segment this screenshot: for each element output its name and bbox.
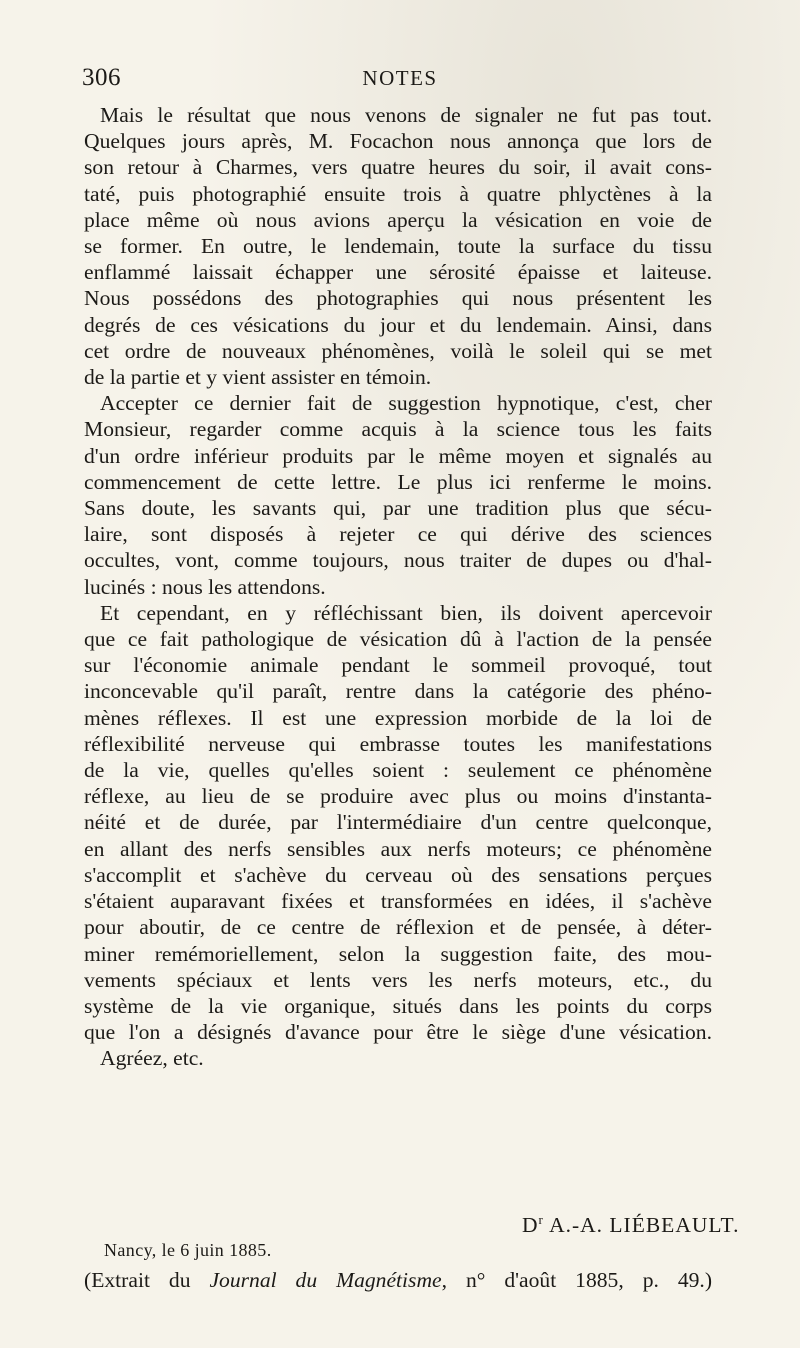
text-line: que ce fait pathologique de vésication dû à l'action de la pensée [84, 627, 712, 652]
text-line: s'étaient auparavant fixées et transformées en idées, il s'achève [84, 889, 712, 914]
text-line: sur l'économie animale pendant le sommeil provoqué, tout [84, 653, 712, 678]
text-line: Monsieur, regarder comme acquis à la science tous les faits [84, 417, 712, 442]
text-line: de la vie, quelles qu'elles soient : seulement ce phénomène [84, 758, 712, 783]
text-line: de la partie et y vient assister en témoin. [84, 365, 432, 390]
text-line: Sans doute, les savants qui, par une tradition plus que sécu- [84, 496, 712, 521]
body-text [84, 102, 712, 1072]
running-head [82, 64, 718, 98]
text-line: d'un ordre inférieur produits par le même moyen et signalés au [84, 443, 712, 468]
page-number: 306 [82, 64, 121, 91]
text-line: inconcevable qu'il paraît, rentre dans la catégorie des phéno- [84, 679, 712, 704]
text-line: réflexe, au lieu de se produire avec plus ou moins d'instanta- [84, 784, 712, 809]
text-line: Et cependant, en y réfléchissant bien, ils doivent apercevoir [100, 600, 712, 625]
text-line: vements spéciaux et lents vers les nerfs moteurs, etc., du [84, 967, 712, 992]
text-line: réflexibilité nerveuse qui embrasse toutes les manifestations [84, 731, 712, 756]
text-line: enflammé laissait échapper une sérosité épaisse et laiteuse. [84, 260, 712, 285]
signature-title-sup: r [538, 1212, 544, 1227]
text-line: pour aboutir, de ce centre de réflexion et de pensée, à déter- [84, 915, 712, 940]
text-line: cet ordre de nouveaux phénomènes, voilà le soleil qui se met [84, 338, 712, 363]
text-line: taté, puis photographié ensuite trois à quatre phlyctènes à la [84, 181, 712, 206]
text-line: Quelques jours après, M. Focachon nous annonça que lors de [84, 129, 712, 154]
source-note [84, 1268, 712, 1293]
text-line: en allant des nerfs sensibles aux nerfs moteurs; ce phénomène [84, 836, 712, 861]
source-note-journal: Journal du Magnétisme [209, 1268, 442, 1292]
source-note-prefix: (Extrait du [84, 1268, 210, 1292]
text-line: Accepter ce dernier fait de suggestion hypnotique, c'est, cher [100, 391, 712, 416]
text-line: se former. En outre, le lendemain, toute la surface du tissu [84, 234, 712, 259]
signature [522, 1212, 739, 1238]
place-date: Nancy, le 6 juin 1885. [104, 1240, 272, 1260]
text-line: place même où nous avions aperçu la vésication en voie de [84, 207, 712, 232]
text-line: néité et de durée, par l'intermédiaire d'un centre quelconque, [84, 810, 712, 835]
text-line: commencement de cette lettre. Le plus ici renferme le moins. [84, 469, 712, 494]
text-line: occultes, vont, comme toujours, nous traiter de dupes ou d'hal- [84, 548, 712, 573]
running-title: NOTES [362, 66, 438, 90]
text-line: laire, sont disposés à rejeter ce qui dérive des sciences [84, 522, 712, 547]
text-line: système de la vie organique, situés dans les points du corps [84, 993, 712, 1018]
text-line: lucinés : nous les attendons. [84, 574, 326, 599]
text-line: degrés de ces vésications du jour et du lendemain. Ainsi, dans [84, 312, 712, 337]
text-line: miner remémoriellement, selon la suggestion faite, des mou- [84, 941, 712, 966]
signature-title: D [522, 1213, 539, 1238]
text-line: s'accomplit et s'achève du cerveau où des sensations perçues [84, 862, 712, 887]
text-line: mènes réflexes. Il est une expression morbide de la loi de [84, 705, 712, 730]
text-line: Mais le résultat que nous venons de signaler ne fut pas tout. [100, 103, 712, 127]
signature-name: A.-A. LIÉBEAULT. [549, 1213, 740, 1238]
source-note-suffix: , n° d'août 1885, p. 49.) [441, 1268, 713, 1292]
text-line: que l'on a désignés d'avance pour être le siège d'une vésication. [84, 1020, 712, 1045]
text-line: Agréez, etc. [100, 1046, 204, 1071]
text-line: son retour à Charmes, vers quatre heures du soir, il avait cons- [84, 155, 712, 180]
text-line: Nous possédons des photographies qui nous présentent les [84, 286, 712, 311]
